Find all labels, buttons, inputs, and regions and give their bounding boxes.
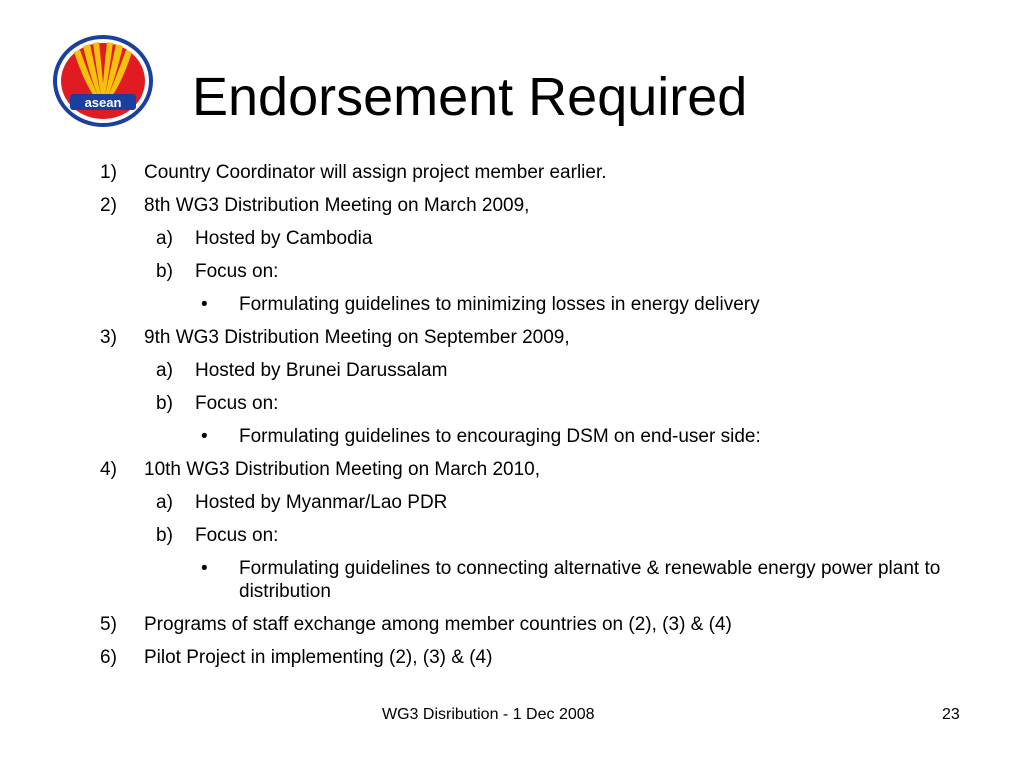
item-text: Hosted by Myanmar/Lao PDR xyxy=(195,492,448,513)
list-item xyxy=(0,190,1024,223)
item-marker: a) xyxy=(156,360,173,381)
item-text: 9th WG3 Distribution Meeting on September 2009, xyxy=(144,327,570,348)
slide-title: Endorsement Required xyxy=(192,67,748,127)
list-subitem xyxy=(0,223,1024,256)
item-text: Formulating guidelines to connecting alternative & renewable energy power plant to distribution xyxy=(239,558,941,602)
bullet-marker: • xyxy=(201,294,208,315)
item-text: Hosted by Brunei Darussalam xyxy=(195,360,448,381)
list-item xyxy=(0,157,1024,190)
page-number: 23 xyxy=(942,706,960,723)
list-bullet xyxy=(0,289,1024,322)
item-text: Focus on: xyxy=(195,393,279,414)
item-text: Hosted by Cambodia xyxy=(195,228,373,249)
item-marker: 2) xyxy=(100,195,117,216)
list-item xyxy=(0,454,1024,487)
item-text: Country Coordinator will assign project member earlier. xyxy=(144,162,607,183)
footer-text: WG3 Disribution - 1 Dec 2008 xyxy=(382,706,595,723)
list-bullet xyxy=(0,553,1024,609)
item-text: 8th WG3 Distribution Meeting on March 2009, xyxy=(144,195,530,216)
item-marker: 4) xyxy=(100,459,117,480)
item-marker: 6) xyxy=(100,647,117,668)
item-marker: a) xyxy=(156,492,173,513)
list-item xyxy=(0,609,1024,642)
item-text: Formulating guidelines to minimizing losses in energy delivery xyxy=(239,294,760,315)
bullet-marker: • xyxy=(201,558,208,579)
item-text: Focus on: xyxy=(195,261,279,282)
item-marker: 1) xyxy=(100,162,117,183)
item-text: Programs of staff exchange among member countries on (2), (3) & (4) xyxy=(144,614,732,635)
item-marker: 5) xyxy=(100,614,117,635)
list-item xyxy=(0,322,1024,355)
item-marker: a) xyxy=(156,228,173,249)
list-item xyxy=(0,642,1024,675)
item-marker: b) xyxy=(156,393,173,414)
item-marker: b) xyxy=(156,525,173,546)
asean-logo xyxy=(50,32,156,130)
list-bullet xyxy=(0,421,1024,454)
item-text: 10th WG3 Distribution Meeting on March 2010, xyxy=(144,459,541,480)
list-subitem xyxy=(0,355,1024,388)
list-subitem xyxy=(0,487,1024,520)
logo-wordmark: asean xyxy=(84,95,122,110)
list-subitem xyxy=(0,388,1024,421)
item-marker: b) xyxy=(156,261,173,282)
item-marker: 3) xyxy=(100,327,117,348)
endorsement-list xyxy=(0,157,1024,675)
list-subitem xyxy=(0,256,1024,289)
item-text: Focus on: xyxy=(195,525,279,546)
list-subitem xyxy=(0,520,1024,553)
item-text: Pilot Project in implementing (2), (3) & (4) xyxy=(144,647,493,668)
bullet-marker: • xyxy=(201,426,208,447)
item-text: Formulating guidelines to encouraging DSM on end-user side: xyxy=(239,426,761,447)
